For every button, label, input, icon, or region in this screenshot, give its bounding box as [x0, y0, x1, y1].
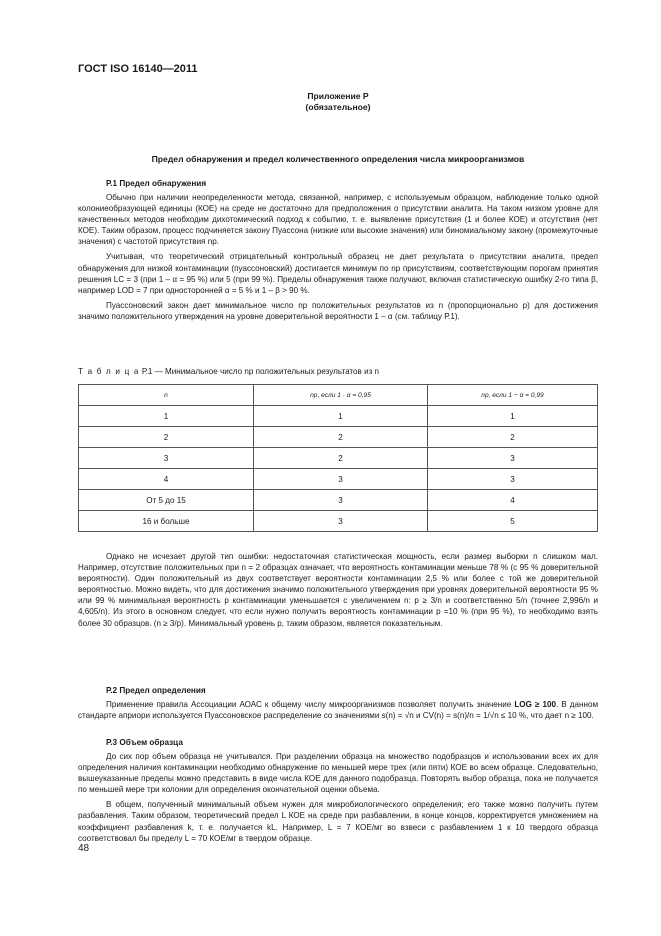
table-cell: 3 [428, 448, 598, 469]
section-p3 [78, 738, 598, 844]
table-row [79, 406, 598, 427]
table-cell: 4 [428, 490, 598, 511]
table-cell: 3 [254, 490, 428, 511]
table-cell: 3 [254, 469, 428, 490]
table-row [79, 448, 598, 469]
section-p1 [78, 179, 598, 322]
document-header: ГОСТ ISO 16140—2011 [78, 63, 198, 75]
table-cell: 5 [428, 511, 598, 532]
table-cell: 3 [428, 469, 598, 490]
table-cell: 2 [428, 427, 598, 448]
section-after-table [78, 551, 598, 629]
header-cell: n [79, 385, 254, 406]
table-cell: От 5 до 15 [79, 490, 254, 511]
appendix-title: Приложение Р [307, 91, 369, 101]
paragraph-bold: LOG ≥ 100 [514, 700, 556, 709]
table-header-row [79, 385, 598, 406]
table-row [79, 469, 598, 490]
section-heading: Р.1 Предел обнаружения [106, 179, 207, 188]
paragraph: До сих пор объем образца не учитывался. При разделении образца на множество подобразцов и использовании всех их для определения наличия контаминации необходимо обнаружение по меньшей мере трех (или пяти) КОЕ во всем образце. Следовательно, вышеуказанные пределы можно представить в виде числа КОЕ для данного подобразца. Повторять выбор образца, пока не получается по меньшей мере три колонии для определения окончательной оценки объема. [78, 752, 598, 795]
table-cell: 16 и больше [79, 511, 254, 532]
paragraph-part: Применение правила Ассоциации АОАС к общему числу микроорганизмов позволяет получить значение [106, 700, 515, 709]
header-cell: np, если 1 · α = 0,95 [254, 385, 428, 406]
paragraph: Однако не исчезает другой тип ошибки: недостаточная статистическая мощность, если размер выборки n слишком мал. Например, отсутствие положительных при n = 2 образцах означает, что вероятность контаминации меньше 78 % (с 95 % доверительной вероятности). Один положительный из двух соответствует вероятности контаминации 2,5 % или более с той же доверительной вероятностью. Можно видеть, что для достижения значимо положительного утверждения при уровнях доверительной вероятности 95 % или 99 % минимальная вероятность p контаминации уменьшается с увеличением n: p ≥ 3/n и соответственно 5/n (точнее 2,996/n и 4,605/n). Из этого в основном следует, что если нужно получить вероятность контаминации p =10 % (при 95 %), то необходимо взять более 30 образцов. (n ≥ 3/p). Минимальный уровень p, таким образом, является показательным. [78, 552, 598, 628]
section-p2 [78, 686, 598, 721]
table-cell: 1 [428, 406, 598, 427]
section-heading: Р.3 Объем образца [106, 738, 183, 747]
table-row [79, 427, 598, 448]
table-cell: 2 [254, 448, 428, 469]
page-number: 48 [78, 843, 90, 854]
paragraph: Пуассоновский закон дает минимальное число np положительных результатов из n (пропорционально p) для достижения значимо положительного утверждения на уровне доверительной вероятности 1 – α (см. таблицу Р.1). [78, 300, 598, 321]
paragraph: В общем, полученный минимальный объем нужен для микробиологического определения; его также можно получить путем разбавления. Таким образом, теоретический предел L КОЕ на среде при разбавлении, в конце концов, корректируется умножением на коэффициент разбавления k, т. е. получается kL. Например, L = 7 КОЕ/мг во взвеси с разбавлением 1 к 10 твердого образца соответствовал бы пределу L = 70 КОЕ/мг в твердом образце. [78, 800, 598, 843]
table-caption-text: Р.1 — Минимальное число np положительных результатов из n [141, 367, 380, 376]
table-p1 [78, 384, 598, 532]
table-caption-prefix: Т а б л и ц а [78, 367, 140, 376]
table-cell: 3 [79, 448, 254, 469]
paragraph: Обычно при наличии неопределенности метода, связанной, например, с используемым образцом, наблюдение только одной колониеобразующей единицы (КОЕ) на среде не достаточно для предположения о присутствии аналита. На таком низком уровне для качественных методов необходим дихотомический подход к событию, т. е. выявление присутствия (1 и более КОЕ) и отсутствия (нет КОЕ). Таким образом, процесс подчиняется закону Пуассона (низкие или высокие значения) или биномиальному закону (промежуточные значения) с частотой присутствия np. [78, 193, 598, 247]
data-table [78, 384, 598, 532]
table-cell: 4 [79, 469, 254, 490]
table-cell: 1 [79, 406, 254, 427]
table-cell: 1 [254, 406, 428, 427]
table-caption [78, 367, 598, 376]
table-cell: 2 [79, 427, 254, 448]
table-cell: 2 [254, 427, 428, 448]
appendix-heading [78, 91, 598, 113]
paragraph [78, 699, 598, 721]
header-cell: np, если 1 − α = 0,99 [428, 385, 598, 406]
paragraph-part: . В данном стандарте априори используется Пуассоновское распределение со значениями s(n) = √n и CV(n) = s(n)/n = 1/√n ≤ 10 %, что дает n ≥ 100. [78, 700, 599, 721]
section-heading: Р.2 Предел определения [106, 686, 206, 695]
table-cell: 3 [254, 511, 428, 532]
main-title: Предел обнаружения и предел количественного определения числа микроорганизмов [151, 154, 525, 164]
appendix-note: (обязательное) [305, 102, 371, 112]
table-row [79, 511, 598, 532]
paragraph: Учитывая, что теоретический отрицательный контрольный образец не дает результата о присутствии аналита, предел обнаружения для низкой контаминации (пуассоновский) достигается минимум по np присутствиям, соответствующим порогам принятия решения LC = 3 (при 1 – α = 95 %) или 5 (при 99 %). Пределы обнаружения также получают, включая статистическую ошибку 2-го типа β, например LOD = 7 при односторонней α = 5 % и 1 – β > 90 %. [78, 252, 598, 295]
table-row [79, 490, 598, 511]
